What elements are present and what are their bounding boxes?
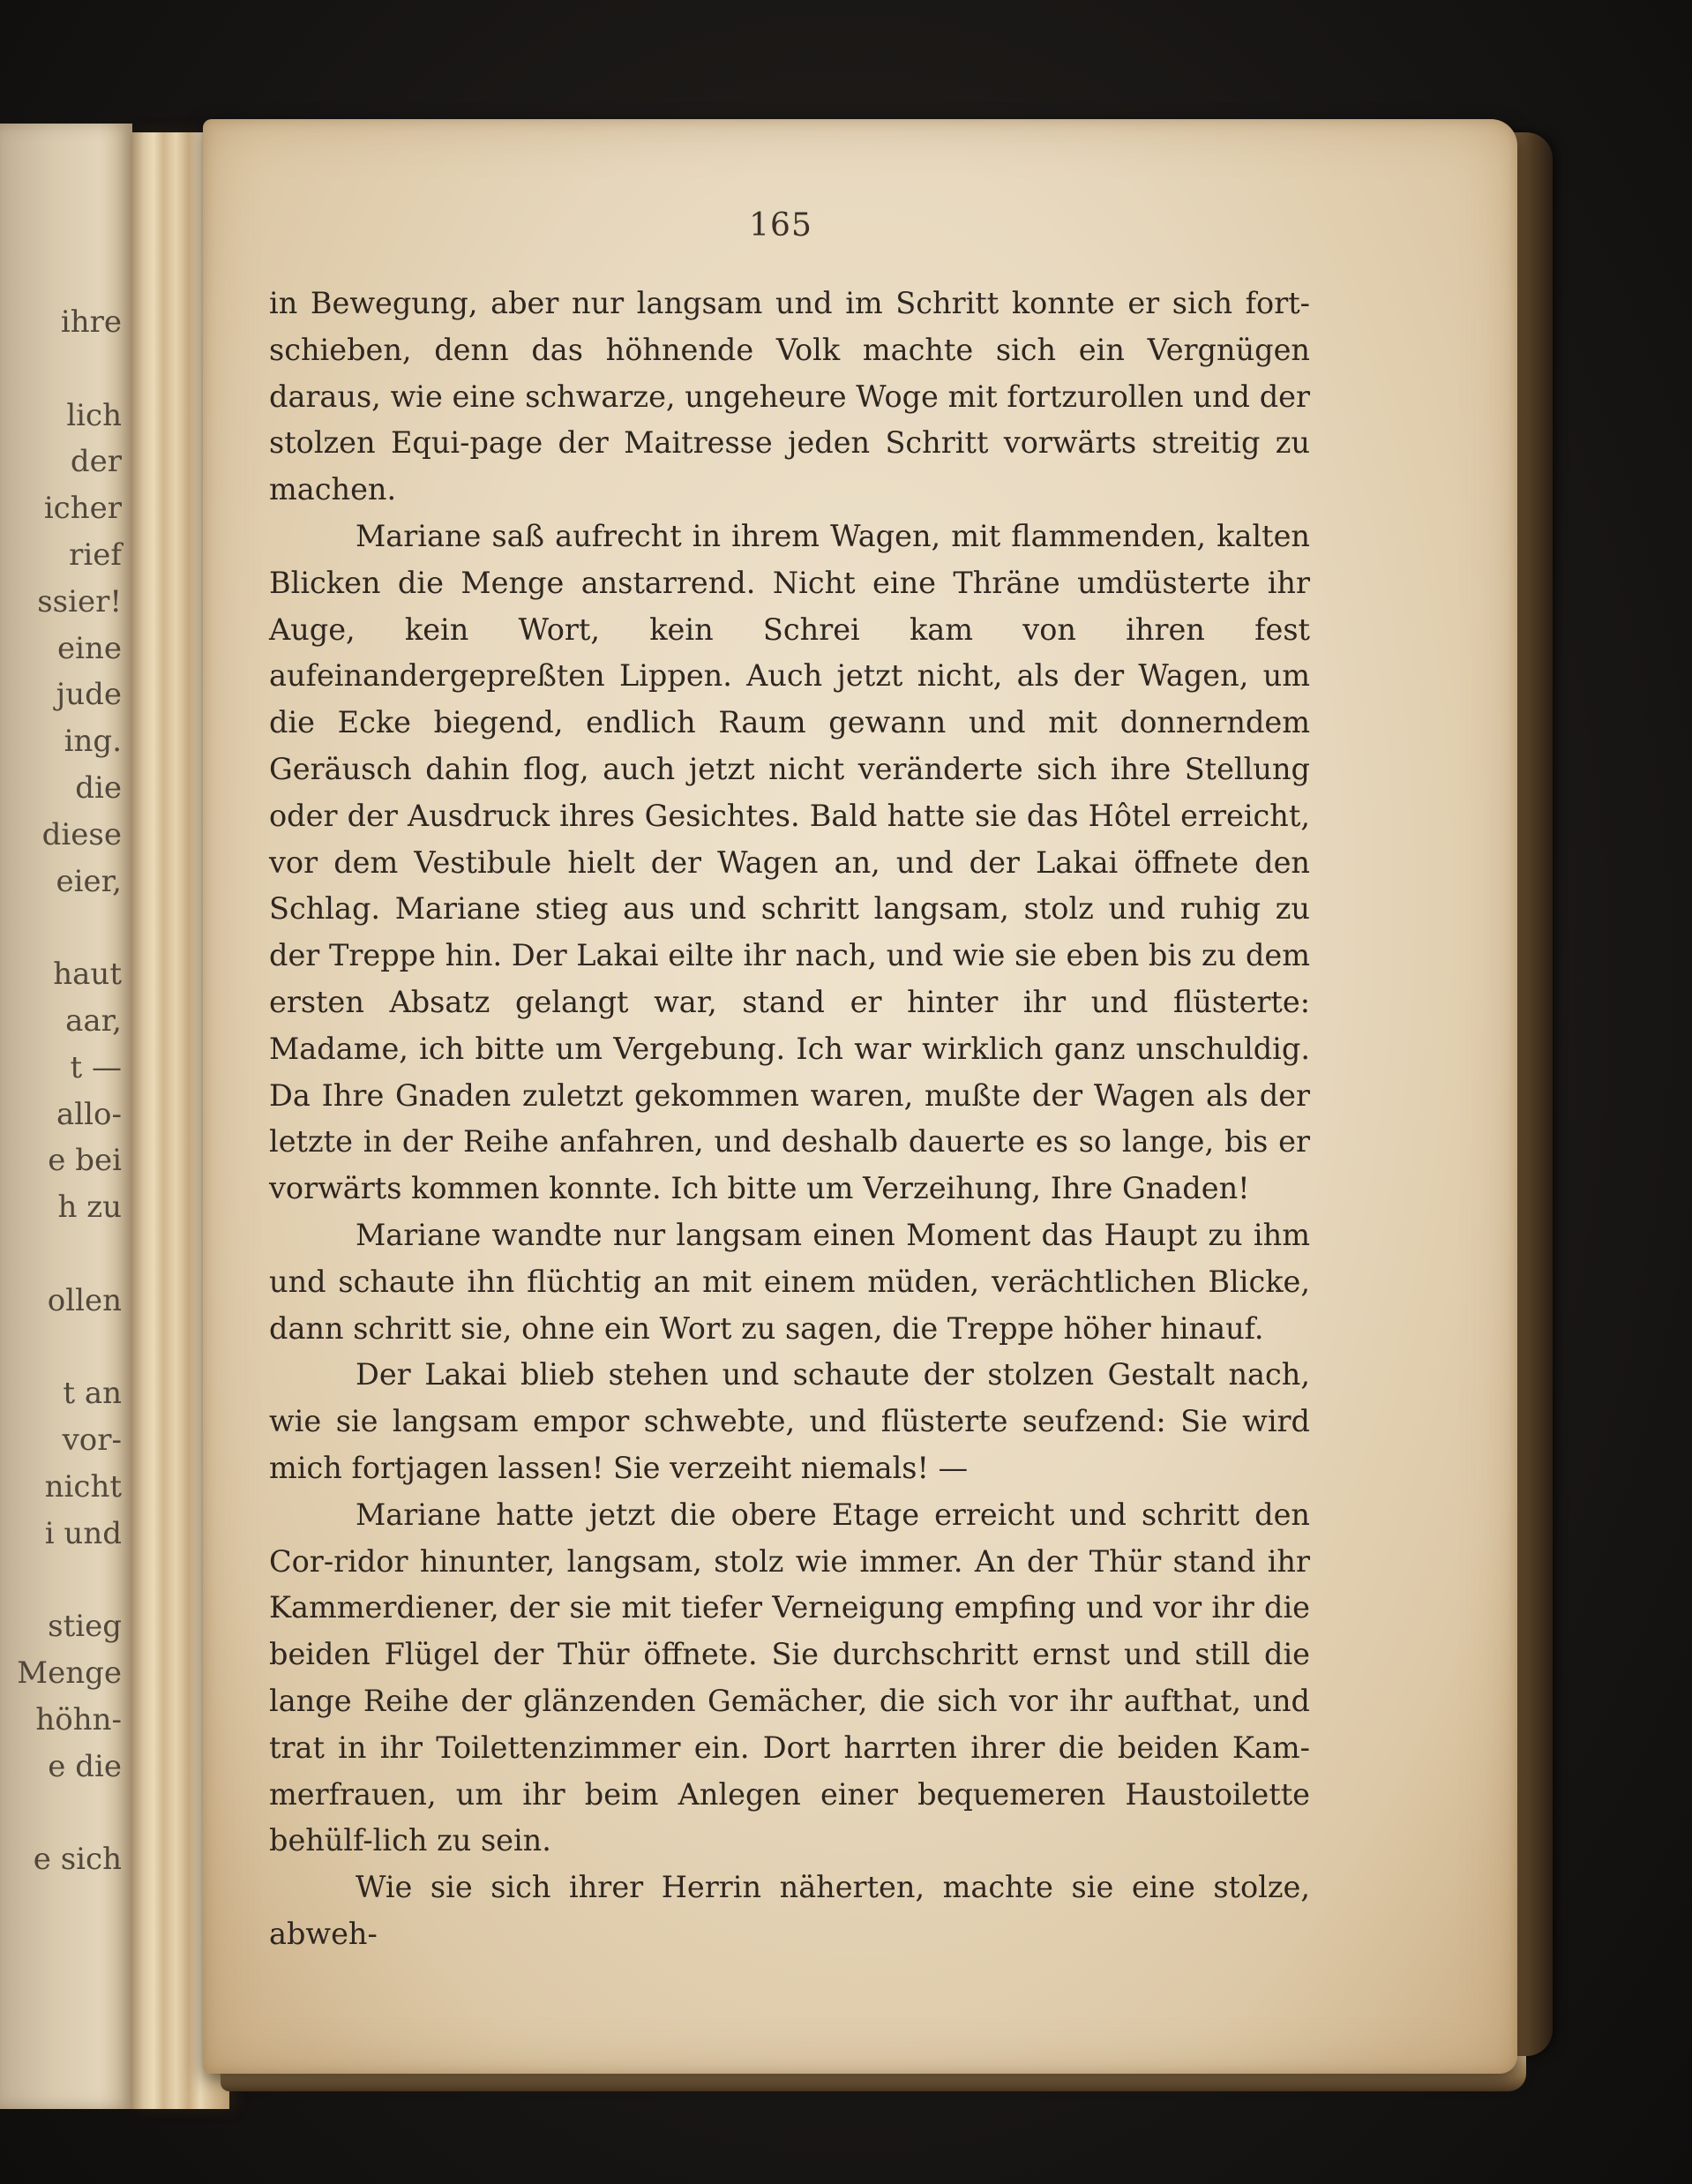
left-page-line-fragment: ing. [64,724,122,760]
left-page-line-fragment: eine [56,630,122,666]
page-number: 165 [749,207,812,244]
left-page-line-fragment: haut [53,957,122,993]
paragraph: Mariane saß aufrecht in ihrem Wagen, mit flammenden, kalten Blicken die Menge anstarrend. Nicht eine Thräne umdüsterte ihr Auge, kein Wort, kein Schrei kam von ihren fest aufeinandergepreßten Lippen. Auch jetzt nicht, als der Wagen, um die Ecke biegend, endlich Raum gewann und mit donnerndem Geräusch dahin flog, auch jetzt nicht veränderte sich ihre Stellung oder der Ausdruck ihres Gesichtes. Bald hatte sie das Hôtel erreicht, vor dem Vestibule hielt der Wagen an, und der Lakai öffnete den Schlag. Mariane stieg aus und schritt langsam, stolz und ruhig zu der Treppe hin. Der Lakai eilte ihr nach, und wie sie eben bis zu dem ersten Absatz gelangt war, stand er hinter ihr und flüsterte: Madame, ich bitte um Vergebung. Ich war wirklich ganz unschuldig. Da Ihre Gnaden zuletzt gekommen waren, mußte der Wagen als der letzte in der Reihe anfahren, und deshalb dauerte es so lange, bis er vorwärts kommen konnte. Ich bitte um Verzeihung, Ihre Gnaden! [269,518,1310,1206]
left-page-line-fragment: e sich [33,1842,122,1878]
left-page-line-fragment: e die [48,1748,122,1784]
left-page-line-fragment: e bei [48,1143,122,1179]
left-page-line-fragment: h zu [57,1190,122,1226]
paragraph: Wie sie sich ihrer Herrin näherten, machte sie eine stolze, abweh- [269,1870,1310,1951]
left-page-line-fragment: höhn- [35,1702,122,1737]
facing-page-left [0,124,132,2109]
page-text-block [269,281,1310,1958]
paragraph: in Bewegung, aber nur langsam und im Schritt konnte er sich fort-schieben, denn das höhnende Volk machte sich ein Vergnügen daraus, wie eine schwarze, ungeheure Woge mit fortzurollen und der stolzen Equi-page der Maitresse jeden Schritt vorwärts streitig zu machen. [269,286,1310,507]
left-page-line-fragment: stieg [48,1609,122,1645]
left-page-line-fragment: Menge [17,1655,122,1692]
paragraph: Mariane wandte nur langsam einen Moment das Haupt zu ihm und schaute ihn flüchtig an mit einem müden, verächtlichen Blicke, dann schritt sie, ohne ein Wort zu sagen, die Treppe höher hinauf. [269,1217,1310,1346]
left-page-line-fragment: aar, [65,1003,122,1039]
left-page-line-fragment: ihre [60,304,122,340]
left-page-line-fragment: rief [69,537,122,573]
left-page-line-fragment: t an [63,1376,122,1412]
left-page-line-fragment: vor- [62,1422,122,1459]
left-page-line-fragment: eier, [56,863,122,899]
left-page-line-fragment: ssier! [37,583,122,619]
left-page-line-fragment: lich [66,397,122,433]
paragraph: Mariane hatte jetzt die obere Etage erreicht und schritt den Cor-ridor hinunter, langsam, stolz wie immer. An der Thür stand ihr Kammerdiener, der sie mit tiefer Verneigung empfing und vor ihr die beiden Flügel der Thür öffnete. Sie durchschritt ernst und still die lange Reihe der glänzenden Gemächer, die sich vor ihr aufthat, und trat in ihr Toilettenzimmer ein. Dort harrten ihrer die beiden Kam-merfrauen, um ihr beim Anlegen einer bequemeren Haustoilette behülf-lich zu sein. [269,1497,1310,1858]
left-page-line-fragment: t — [70,1049,122,1085]
left-page-line-fragment: icher [43,491,122,527]
left-page-line-fragment: die [75,770,122,806]
left-page-line-fragment: ollen [47,1282,122,1318]
left-page-line-fragment: der [70,444,122,480]
left-page-line-fragment: i und [44,1515,122,1551]
left-page-line-fragment: allo- [56,1096,122,1132]
paragraph: Der Lakai blieb stehen und schaute der stolzen Gestalt nach, wie sie langsam empor schwebte, und flüsterte seufzend: Sie wird mich fortjagen lassen! Sie verzeiht niemals! — [269,1357,1310,1485]
left-page-line-fragment: nicht [44,1469,122,1505]
left-page-line-fragment: diese [41,816,122,852]
left-page-line-fragment: jude [56,677,122,713]
